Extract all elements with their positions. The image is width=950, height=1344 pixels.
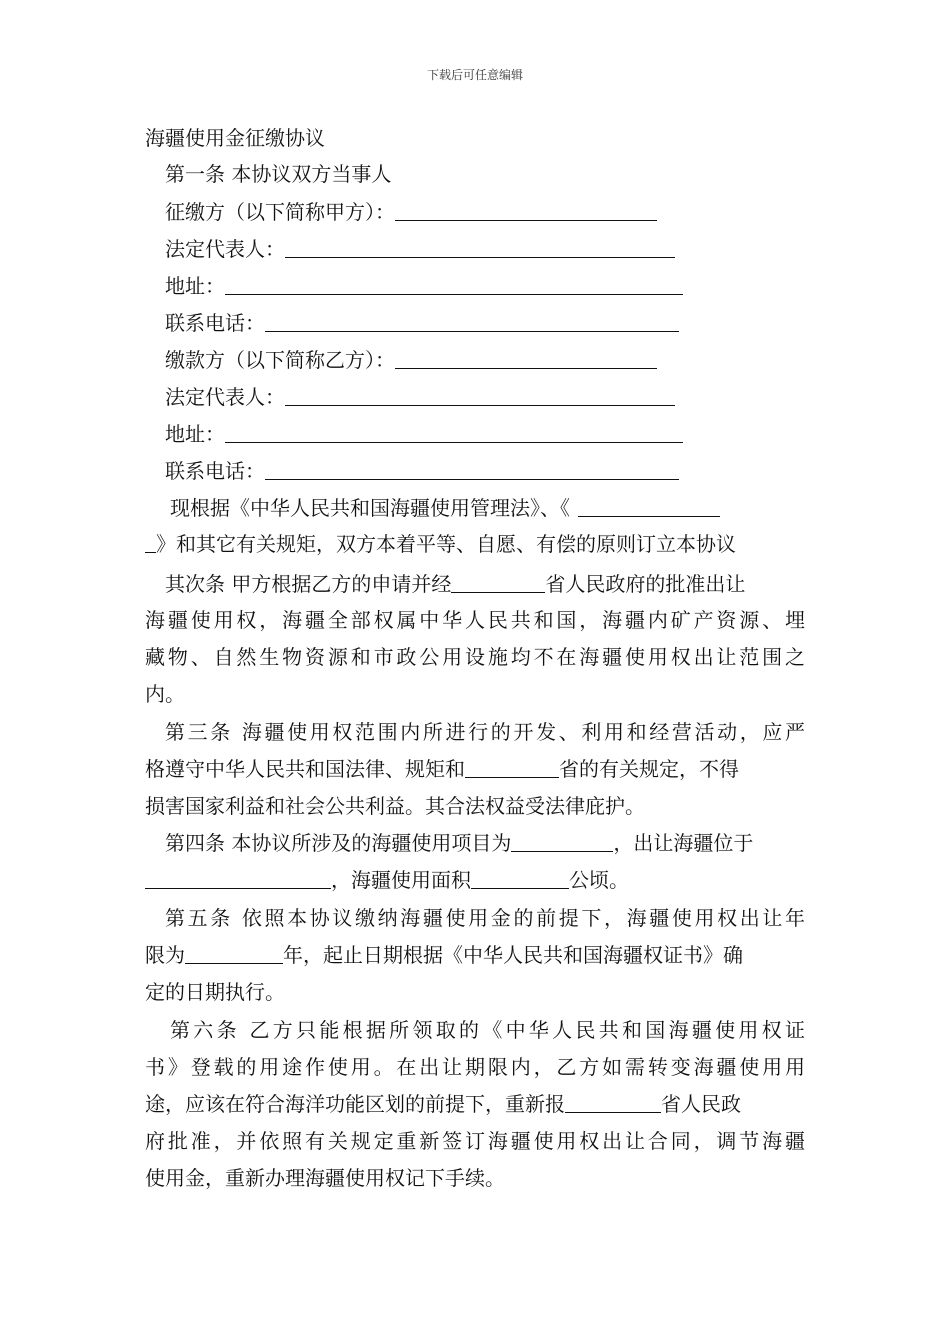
page-header: 下载后可任意编辑 <box>426 68 523 82</box>
rep-b-field <box>165 383 675 411</box>
article-3-line-1: 第三条 海疆使用权范围内所进行的开发、利用和经营活动，应严 <box>165 720 805 744</box>
party-b-label: 缴款方（以下简称乙方）： <box>165 348 395 372</box>
article-6-text-a: 途，应该在符合海洋功能区划的前提下，重新报 <box>145 1092 565 1116</box>
years-blank <box>185 943 283 964</box>
province-blank-1 <box>451 572 545 593</box>
province-blank-3 <box>565 1092 661 1113</box>
tel-a-label: 联系电话： <box>165 311 265 335</box>
article-3-text-b: 省的有关规定，不得 <box>559 757 739 781</box>
tel-b-blank <box>265 459 679 480</box>
article-6-line-1: 第六条 乙方只能根据所领取的《中华人民共和国海疆使用权证 <box>170 1018 805 1042</box>
addr-a-field <box>165 272 683 300</box>
addr-a-label: 地址： <box>165 274 225 298</box>
article-1-heading: 第一条 本协议双方当事人 <box>165 162 392 186</box>
party-a-label: 征缴方（以下简称甲方）： <box>165 200 395 224</box>
article-5-line-1: 第五条 依照本协议缴纳海疆使用金的前提下，海疆使用权出让年 <box>165 906 805 930</box>
article-5-text-b: 年，起止日期根据《中华人民共和国海疆权证书》确 <box>283 943 743 967</box>
addr-b-field <box>165 420 683 448</box>
province-blank-2 <box>465 757 559 778</box>
tel-a-field <box>165 309 679 337</box>
tel-b-label: 联系电话： <box>165 459 265 483</box>
preamble-line-1 <box>170 494 720 522</box>
article-6-line-2: 书》登载的用途作使用。在出让期限内，乙方如需转变海疆使用用 <box>145 1055 805 1079</box>
article-3-text-a: 格遵守中华人民共和国法律、规矩和 <box>145 757 465 781</box>
party-a-blank <box>395 200 657 221</box>
party-b-field <box>165 346 657 374</box>
rep-b-label: 法定代表人： <box>165 385 285 409</box>
article-3-line-2 <box>145 755 739 783</box>
location-blank <box>145 868 331 889</box>
rep-b-blank <box>285 385 675 406</box>
law-name-blank-cont <box>145 532 156 553</box>
article-5-line-2 <box>145 941 743 969</box>
addr-a-blank <box>225 274 683 295</box>
article-6-line-4: 府批准，并依照有关规定重新签订海疆使用权出让合同，调节海疆 <box>145 1129 805 1153</box>
rep-a-field <box>165 235 675 263</box>
tel-a-blank <box>265 311 679 332</box>
article-2-line-3: 藏物、自然生物资源和市政公用设施均不在海疆使用权出让范围之 <box>145 645 805 669</box>
article-4-line-2 <box>145 866 629 894</box>
preamble-text: 现根据《中华人民共和国海疆使用管理法》、《 <box>170 496 570 520</box>
article-4-text-c: ，海疆使用面积 <box>331 868 471 892</box>
article-4-text-a: 第四条 本协议所涉及的海疆使用项目为 <box>165 831 512 855</box>
addr-b-label: 地址： <box>165 422 225 446</box>
party-a-field <box>165 198 657 226</box>
article-5-text-a: 限为 <box>145 943 185 967</box>
article-5-line-3: 定的日期执行。 <box>145 980 285 1004</box>
article-4-line-1 <box>165 829 753 857</box>
article-3-line-3: 损害国家利益和社会公共利益。其合法权益受法律庇护。 <box>145 794 645 818</box>
article-2-text-b: 省人民政府的批准出让 <box>545 572 746 596</box>
tel-b-field <box>165 457 679 485</box>
article-2-line-2: 海疆使用权，海疆全部权属中华人民共和国，海疆内矿产资源、埋 <box>145 608 805 632</box>
rep-a-blank <box>285 237 675 258</box>
article-4-text-b: ，出让海疆位于 <box>613 831 754 855</box>
party-b-blank <box>395 348 657 369</box>
preamble-tail: 》和其它有关规矩，双方本着平等、自愿、有偿的原则订立本协议 <box>156 532 736 556</box>
rep-a-label: 法定代表人： <box>165 237 285 261</box>
law-name-blank <box>578 496 720 517</box>
project-blank <box>511 831 613 852</box>
article-4-text-d: 公顷。 <box>569 868 629 892</box>
preamble-line-2 <box>145 530 736 558</box>
area-blank <box>471 868 569 889</box>
article-6-line-5: 使用金，重新办理海疆使用权记下手续。 <box>145 1166 505 1190</box>
article-2-line-4: 内。 <box>145 682 185 706</box>
article-2-line-1 <box>165 570 745 598</box>
article-6-text-b: 省人民政 <box>661 1092 741 1116</box>
document-title: 海疆使用金征缴协议 <box>145 126 325 150</box>
addr-b-blank <box>225 422 683 443</box>
article-6-line-3 <box>145 1090 741 1118</box>
article-2-text-a: 其次条 甲方根据乙方的申请并经 <box>165 572 452 596</box>
